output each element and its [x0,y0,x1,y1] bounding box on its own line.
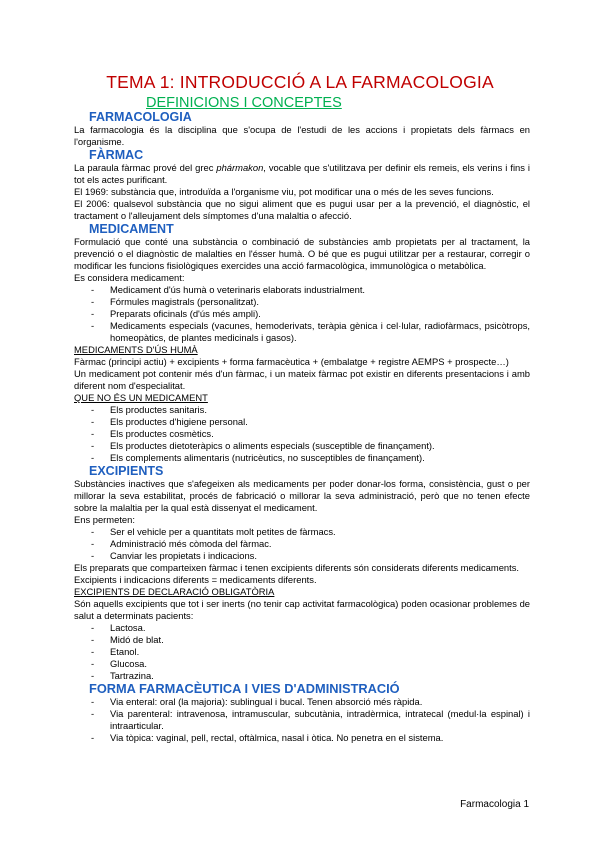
list-item: - Lactosa. [91,622,146,633]
list-item: - Els productes cosmètics. [91,428,214,439]
farmac-text-greek: phármakon [216,162,264,173]
list-item: - Midó de blat. [91,634,164,645]
list-item: - Medicament d'ús humà o veterinaris elaborats industrialment. [91,284,366,295]
paragraph-farmac [74,162,530,186]
list-item: - Fórmules magistrals (personalitzat). [91,296,260,307]
list-item: - Via parenteral: intravenosa, intramuscular, subcutània, intradèrmica, intratecal (medul·la espinal) i intraarticular. [91,708,530,731]
document-subtitle: DEFINICIONS I CONCEPTES [146,95,342,111]
list-item: - Ser el vehicle per a quantitats molt petites de fàrmacs. [91,526,336,537]
list-vies [74,696,530,744]
list-no-es [74,404,530,464]
document-title: TEMA 1: INTRODUCCIÓ A LA FARMACOLOGIA [106,72,494,92]
page-footer: Farmacologia 1 [460,799,529,810]
paragraph-considera: Es considera medicament: [74,272,185,283]
list-item: - Tartrazina. [91,670,154,681]
list-item: - Administració més còmoda del fàrmac. [91,538,272,549]
paragraph-permeten: Ens permeten: [74,514,135,525]
subheading-us-huma: MEDICAMENTS D'ÚS HUMÀ [74,344,198,355]
list-item: - Canviar les propietats i indicacions. [91,550,257,561]
heading-forma-farmaceutica: FORMA FARMACÈUTICA I VIES D'ADMINISTRACIÓ [89,681,400,696]
heading-medicament: MEDICAMENT [89,222,174,236]
heading-farmacologia: FARMACOLOGIA [89,110,192,124]
list-excipients [74,526,530,562]
paragraph-2006: El 2006: qualsevol substància que no sigui aliment que es pugui usar per a la prevenció, el diagnòstic, el tractament o l'alleujament dels símptomes d'una malaltia o afecció. [74,198,530,221]
subheading-no-es: QUE NO ÉS UN MEDICAMENT [74,392,208,403]
heading-excipients: EXCIPIENTS [89,464,164,478]
list-item: - Via enteral: oral (la majoria): sublingual i bucal. Tenen absorció més ràpida. [91,696,423,707]
farmac-text-before: La paraula fàrmac prové del grec [74,162,217,173]
paragraph-declaracio: Són aquells excipients que tot i ser inerts (no tenir cap activitat farmacològica) poden ocasionar problemes de salut a determinats pacients: [74,598,530,621]
paragraph-preparats: Els preparats que comparteixen fàrmac i tenen excipients diferents són considerats diferents medicaments. [74,562,520,573]
list-item: - Els productes dietoteràpics o aliments especials (susceptible de finançament). [91,440,435,451]
paragraph-excipients-diferents: Excipients i indicacions diferents = medicaments diferents. [74,574,317,585]
paragraph-farmacologia: La farmacologia és la disciplina que s'ocupa de l'estudi de les accions i propietats dels fàrmacs en l'organisme. [74,124,530,147]
list-item: - Els productes sanitaris. [91,404,207,415]
paragraph-excipients: Substàncies inactives que s'afegeixen als medicaments per poder donar-los forma, consistència, gust o per millorar la seva estabilitat, procés de fabricació o millorar la seva administració, però que no tenen efecte sobre la malaltia per la qual està dissenyat el medicament. [74,478,530,513]
list-item: - Els complements alimentaris (nutricèutics, no susceptibles de finançament). [91,452,425,463]
paragraph-medicament: Formulació que conté una substància o combinació de substàncies amb propietats per al tractament, la prevenció o el diagnòstic de malalties en l'ésser humà. O bé que es pugui utilitzar per a restaurar, corregir o modificar les funcions fisiològiques exercides una acció farmacològica, immunològica o metabòlica. [74,236,530,271]
document-body [74,110,530,744]
list-item: - Via tòpica: vaginal, pell, rectal, oftàlmica, nasal i òtica. No penetra en el sistema. [91,732,444,743]
heading-farmac: FÀRMAC [89,148,144,162]
list-item: - Glucosa. [91,658,147,669]
list-item: - Els productes d'higiene personal. [91,416,248,427]
subheading-declaracio: EXCIPIENTS DE DECLARACIÓ OBLIGATÒRIA [74,586,275,597]
paragraph-1969: El 1969: substància que, introduïda a l'organisme viu, pot modificar una o més de les seves funcions. [74,186,494,197]
list-item: - Etanol. [91,646,140,657]
paragraph-us-huma-2: Un medicament pot contenir més d'un fàrmac, i un mateix fàrmac pot existir en diferents presentacions i amb diferent nom d'especialitat. [74,368,530,391]
list-item: - Preparats oficinals (d'ús més ampli). [91,308,261,319]
list-declaracio [74,622,530,682]
list-item: - Medicaments especials (vacunes, hemoderivats, teràpia gènica i cel·lular, radiofàrmacs, psicòtrops, homeopàtics, de plantes medicinals i gasos). [91,320,530,343]
paragraph-us-huma-1: Fàrmac (principi actiu) + excipients + forma farmacèutica + (embalatge + registre AEMPS + prospecte…) [74,356,509,367]
list-medicament [74,284,530,344]
farmac-text-after: , vocable que s'utilitzava per definir els remeis, els verins i fins i tot els actes purificant. [74,162,530,185]
